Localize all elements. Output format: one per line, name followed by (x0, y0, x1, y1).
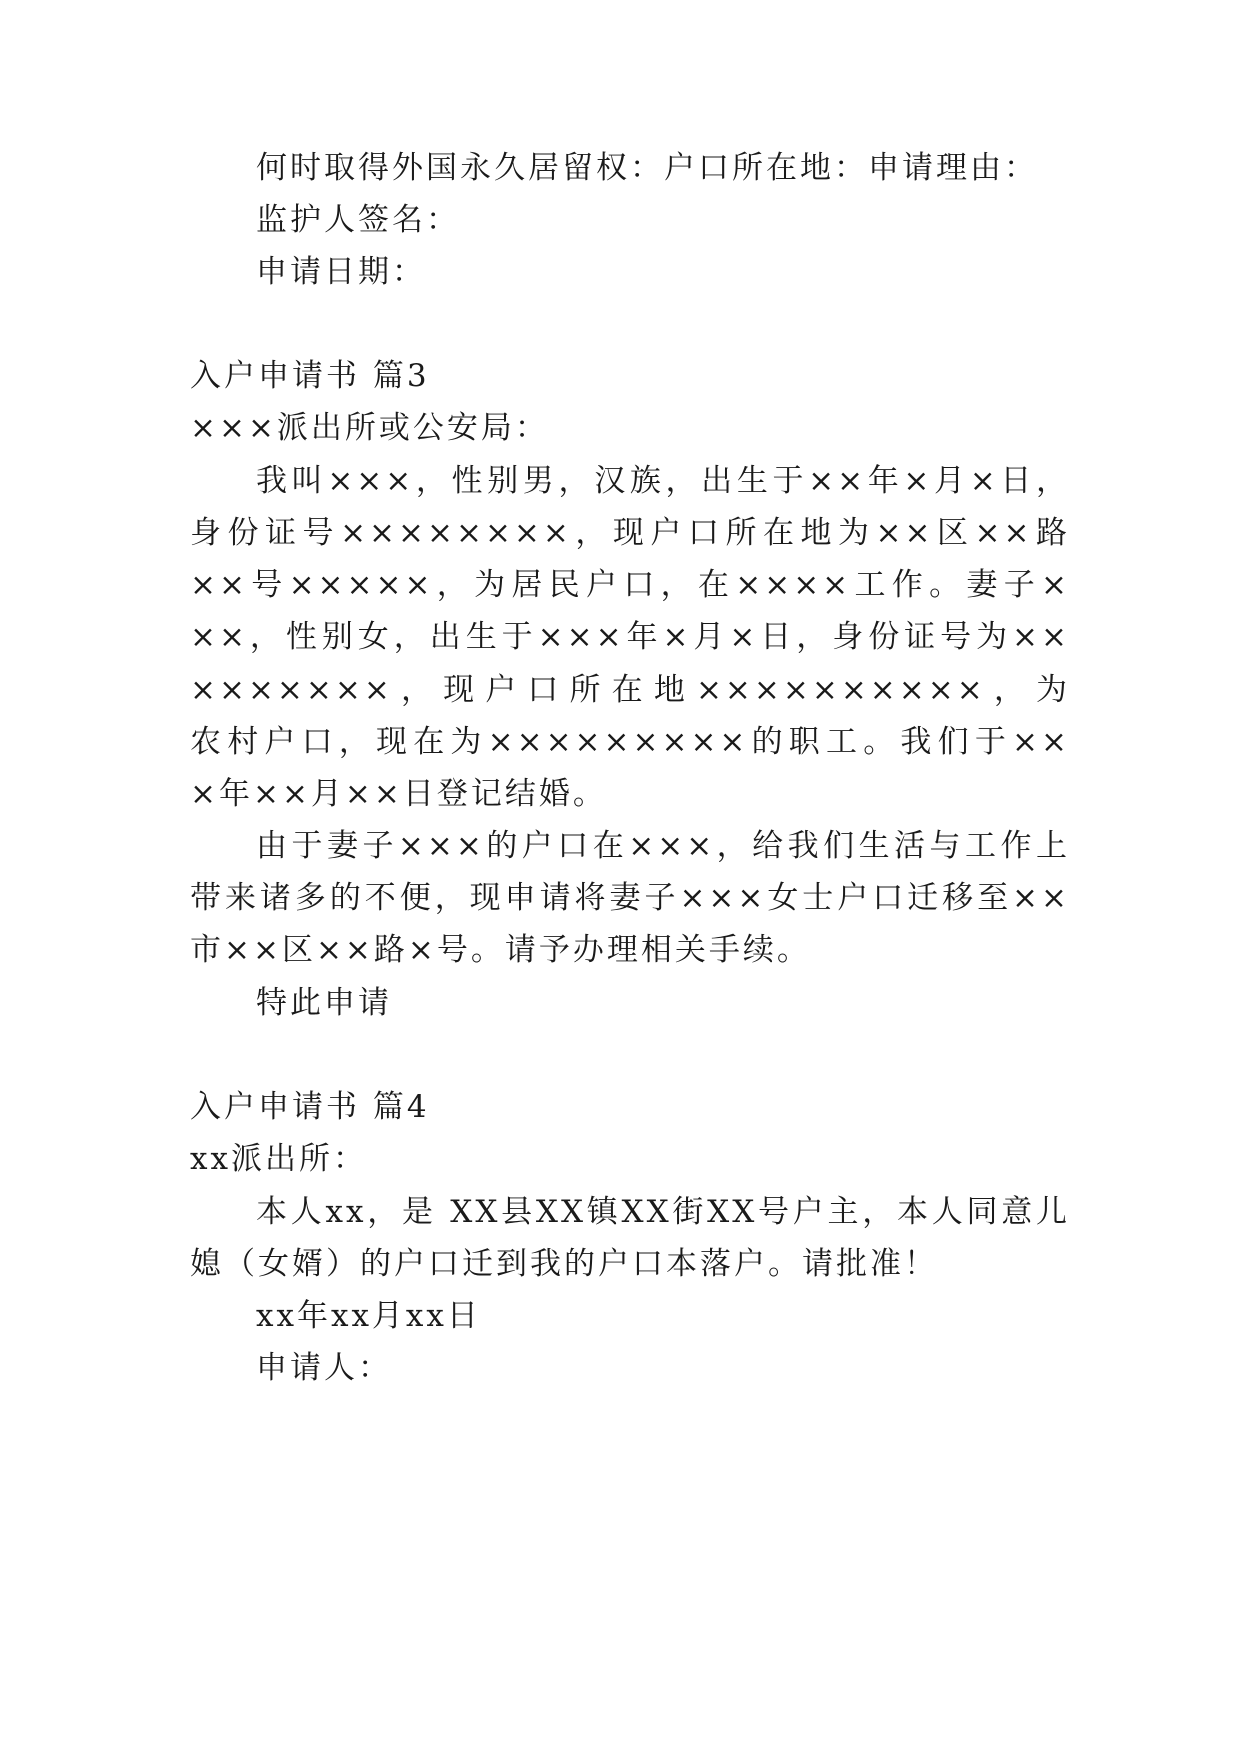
section-3-para1-line: ××，性别女，出生于×××年×月×日，身份证号为×× (190, 619, 1070, 655)
section-4-applicant: 申请人： (256, 1350, 392, 1386)
section-4-addressee: xx派出所： (190, 1141, 367, 1177)
section-3-para2-line: 由于妻子×××的户口在×××，给我们生活与工作上 (256, 828, 1070, 864)
section-3-heading: 入户申请书 篇3 (190, 358, 430, 394)
section-4-heading: 入户申请书 篇4 (190, 1089, 430, 1125)
section-3-para1-line: ××号×××××，为居民户口，在××××工作。妻子× (190, 567, 1070, 603)
section-4-para1-line: 本人xx，是 XX县XX镇XX街XX号户主，本人同意儿 (256, 1194, 1070, 1230)
section-3-para2-line: 市××区××路×号。请予办理相关手续。 (190, 932, 811, 968)
section-3-para1-line: ×××××××，现户口所在地××××××××××，为 (190, 672, 1070, 708)
section-4-date: xx年xx月xx日 (256, 1298, 481, 1334)
section-3-para2-line: 带来诸多的不便，现申请将妻子×××女士户口迁移至×× (190, 880, 1070, 916)
section-4-para1-line: 媳（女婿）的户口迁到我的户口本落户。请批准！ (190, 1246, 938, 1282)
application-date-line: 申请日期： (256, 254, 426, 290)
foreign-residence-line: 何时取得外国永久居留权：户口所在地：申请理由： (256, 150, 1038, 186)
section-3-para1-line: 身份证号××××××××，现户口所在地为××区××路 (190, 515, 1070, 551)
section-3-para1-line: 农村户口，现在为×××××××××的职工。我们于×× (190, 724, 1070, 760)
section-3-closing: 特此申请 (256, 985, 392, 1021)
section-3-para1-line: ×年××月××日登记结婚。 (190, 776, 607, 812)
section-3-addressee: ×××派出所或公安局： (190, 410, 549, 446)
guardian-signature-line: 监护人签名： (256, 202, 460, 238)
section-3-para1-line: 我叫×××，性别男，汉族，出生于××年×月×日， (256, 463, 1070, 499)
